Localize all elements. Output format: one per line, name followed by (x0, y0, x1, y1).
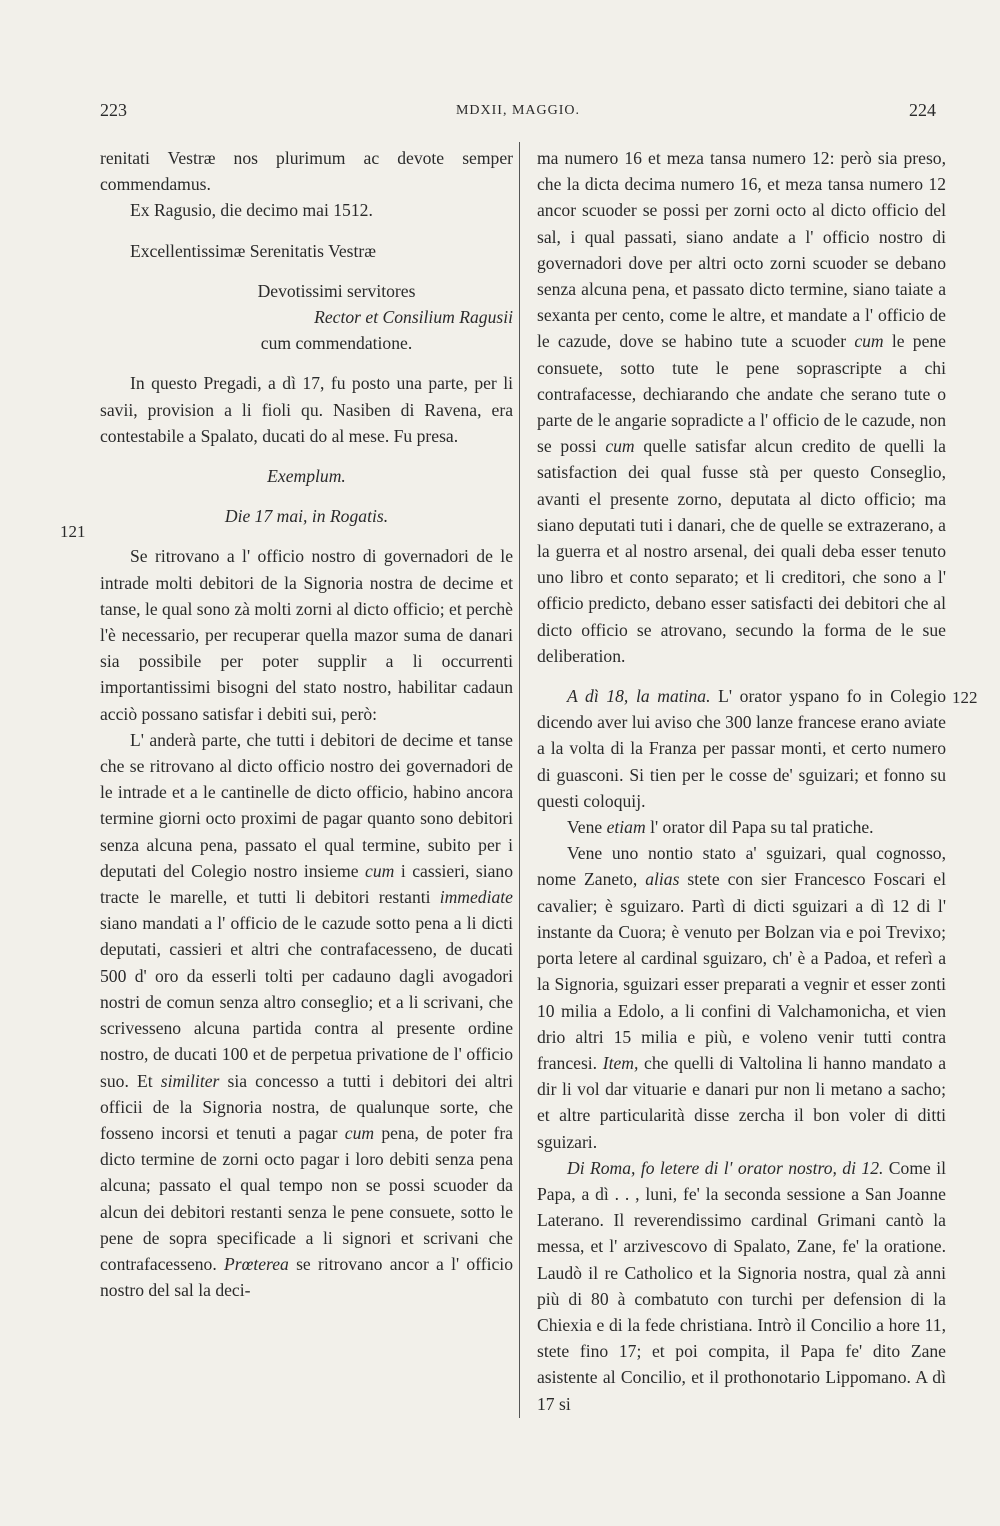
section-heading: Exemplum. (267, 466, 346, 487)
paragraph: In questo Pregadi, a dì 17, fu posto una parte, per li savii, provision a li fioli qu. Nasiben di Ravena, era contestabile a Spalato, ducati do al mese. Fu presa. (100, 373, 513, 446)
paragraph: ma numero 16 et meza tansa numero 12: però sia preso, che la dicta decima numero 16, et meza tansa numero 12 ancor scuoder se possi per zorni octo al dicto officio del sal, i qual passati, siano andate a l' officio nostro di governadori dove per altri octo zorni scuoder se debano senza alcuna pena, et passato dicto termine, siano taiate a sexanta per cento, come le altre, et mandate a l' officio de le cazude, dove se habino tute a scuoder cum le pene consuete, sotto tute le pene soprascripte a chi contrafacesse, dechiarando che andate che serano tute o parte de le angarie sopradicte a l' officio de le cazude, non se possi cum quelle satisfar alcun credito de quelli la satisfaction dei qual fusse stà per questo Conseglio, avanti el presente zorno, deputata al dicto officio; ma siano deputati tuti i danari, che de quelle se extrazerano, a la guerra et al nostro arsenal, dei quali deba esser tenuto uno libro et conto separato; et li creditori, che sono a l' officio predicto, debano esser satisfacti dei debitori che al dicto officio se atrovano, secundo la forma de le sue deliberation. (537, 148, 946, 666)
margin-number-left: 121 (60, 522, 86, 541)
signature-line: Devotissimi servitores (257, 280, 416, 301)
signature-line: cum commendatione. (260, 333, 413, 354)
paragraph: Vene uno nontio stato a' sguizari, qual cognosso, nome Zaneto, alias stete con sier Francesco Foscari el cavalier; è sguizaro. Partì di dicti sguizari a dì 12 di l' instante da Cuora; è venuto per Bolzan via e poi Trevixo; porta letere al cardinal sguizaro, ch' è a Padoa, et referì a la Signoria, sguizari esser preparati a vegnir et esser zonti 10 milia a Edolo, a li confini di Valchamonicha, et vien drio altri 15 milia e più, e voleno venir tutti contra francesi. Item, che quelli di Valtolina li hanno mandato a dir li vol dar vituarie e danari pur non li metano a sacho; et altre particularità disse zercha il bon voler di ditti sguizari. (537, 843, 946, 1152)
paragraph: renitati Vestræ nos plurimum ac devote semper commendamus. (100, 148, 513, 195)
dateline: Ex Ragusio, die decimo mai 1512. (130, 200, 373, 221)
salutation: Excellentissimæ Serenitatis Vestræ (130, 240, 376, 261)
paragraph: Di Roma, fo letere di l' orator nostro, di 12. Come il Papa, a dì . . , luni, fe' la seconda sessione a San Joanne Laterano. Il reverendissimo cardinal Grimani cantò la messa, et l' arzivescovo di Spalato, Zane, fe' la oratione. Laudò il re Catholico et la Signoria nostra, qual zà anni più di 80 à combatuto con turchi per defension di la Chiexia e di la fede christiana. Intrò il Concilio a hore 11, stete fino 17; et poi compita, il Papa fe' dito Zane asistente al Concilio, et il prothonotario Lippomano. A dì 17 si (537, 1157, 946, 1414)
column-divider (519, 142, 520, 1418)
running-header (100, 100, 936, 130)
running-title: MDXII, MAGGIO. (455, 103, 581, 118)
paragraph: Vene etiam l' orator dil Papa su tal pratiche. (567, 817, 874, 838)
paragraph: L' anderà parte, che tutti i debitori de decime et tanse che se ritrovano al dicto officio nostro dei governadori de le intrade et a le cantinelle de dicto officio, habino ancora termine giorni octo proximi de pagar quanto sono debitori senza alcuna pena, passato el qual termine, subito per i deputati del Colegio nostro insieme cum i cassieri, siano tracte le marelle, et tutti li debitori restanti immediate siano mandati a l' officio de le cazude sotto pena a li dicti deputati, cassieri et altri che contrafacesseno, de ducati 500 d' oro da esserli tolti per cadauno dagli avogadori nostri de comun senza altro conseglio; et a li scrivani, che scrivesseno alcuna partida contra al presente ordine nostro, de ducati 100 et de perpetua privatione de l' officio suo. Et similiter sia concesso a tutti i debitori dei altri officii de la Signoria nostra, de qualunque sorte, che fosseno incorsi et tenuti a pagar cum pena, de poter fra dicto termine de zorni octo pagar i loro debiti senza pena alcuna; passato el qual tempo non se possi scuoder da alcun dei debitori restanti senza le pene consuete, sotto le pene de sopra specificade a li signori et scrivani che contrafacesseno. Prœterea se ritrovano ancor a l' officio nostro del sal la deci- (100, 729, 514, 1301)
section-heading: Die 17 mai, in Rogatis. (224, 506, 389, 527)
left-column (100, 145, 513, 1303)
page-number-right: 224 (909, 100, 936, 120)
paragraph: Se ritrovano a l' officio nostro di governadori de le intrade molti debitori de la Signoria nostra de decime et tanse, le qual sono zà molti zorni al dicto officio; et perchè l'è necessario, per recuperar quella mazor suma de danari sia possibile per poter supplir a li occurrenti importantissimi bisogni del stato nostro, habilitar cadaun acciò possano satisfar i debiti sui, però: (100, 546, 513, 724)
signature-line: Rector et Consilium Ragusii (314, 307, 513, 328)
page-number-left: 223 (100, 100, 127, 120)
right-column (537, 145, 946, 1417)
paragraph: A dì 18, la matina. L' orator yspano fo in Colegio dicendo aver lui aviso che 300 lanze francese erano aviate a la volta di la Franza per passar monti, et certo numero di guasconi. Si tien per le cosse de' sguizari; et fonno su questi coloquij. (537, 686, 947, 811)
margin-number-right: 122 (952, 688, 978, 707)
